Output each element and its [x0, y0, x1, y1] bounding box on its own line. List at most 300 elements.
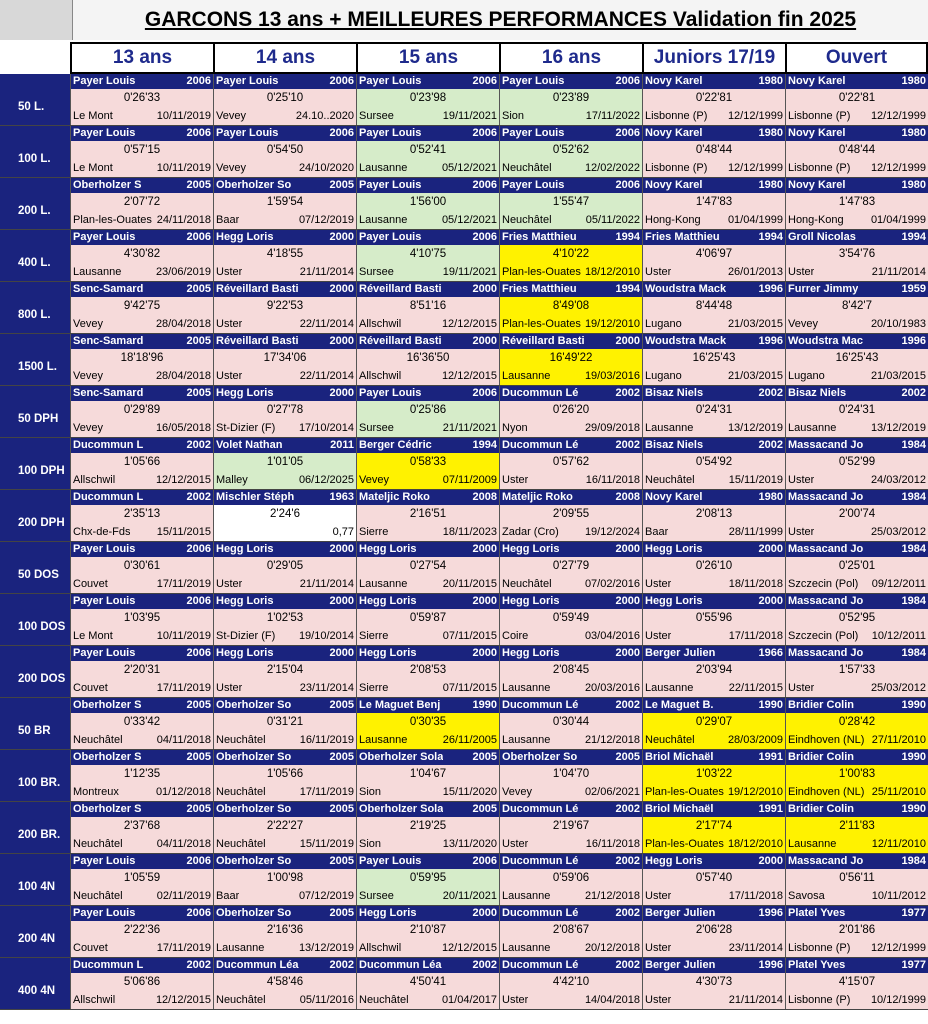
- swimmer-name: Oberholzer So: [216, 855, 292, 867]
- swimmer-name: Massacand Jo: [788, 439, 864, 451]
- record-time: 16'25'43: [643, 349, 785, 367]
- record-date: 04/11/2018: [156, 838, 211, 850]
- record-header: [357, 802, 499, 817]
- record-header: [500, 490, 642, 505]
- swimmer-name: Novy Karel: [645, 127, 703, 139]
- swimmer-name: Ducommun Lé: [502, 387, 579, 399]
- record-cell: [356, 386, 499, 437]
- record-place: Lisbonne (P): [788, 162, 851, 174]
- record-venue: [71, 263, 213, 281]
- record-venue: [214, 315, 356, 333]
- event-row: [0, 646, 928, 698]
- record-place: Hong-Kong: [788, 214, 844, 226]
- swimmer-name: Massacand Jo: [788, 595, 864, 607]
- birth-year: 2005: [329, 751, 354, 763]
- record-venue: [357, 679, 499, 697]
- birth-year: 2005: [329, 179, 354, 191]
- birth-year: 1994: [472, 439, 497, 451]
- record-place: Vevey: [359, 474, 389, 486]
- event-cell: [0, 126, 70, 177]
- record-time: 2'08'45: [500, 661, 642, 679]
- record-date: 21/11/2021: [442, 422, 497, 434]
- record-date: 10/11/2012: [871, 890, 926, 902]
- record-time: 1'03'95: [71, 609, 213, 627]
- swimmer-name: Le Maguet B.: [645, 699, 714, 711]
- record-place: Allschwil: [73, 474, 116, 486]
- record-venue: [357, 939, 499, 957]
- swimmer-name: Berger Julien: [645, 907, 716, 919]
- event-label: 50 DPH: [0, 401, 70, 437]
- record-place: Chx-de-Fds: [73, 526, 131, 538]
- birth-year: 1984: [901, 595, 926, 607]
- swimmer-name: Payer Louis: [216, 127, 279, 139]
- record-venue: [71, 107, 213, 125]
- swimmer-name: Platel Yves: [788, 959, 846, 971]
- birth-year: 1990: [901, 699, 926, 711]
- swimmer-name: Ducommun L: [73, 491, 144, 503]
- record-place: Neuchâtel: [645, 734, 695, 746]
- record-time: 2'08'67: [500, 921, 642, 939]
- swimmer-name: Bridier Colin: [788, 803, 855, 815]
- record-time: 0'59'95: [357, 869, 499, 887]
- swimmer-name: Hegg Loris: [216, 231, 274, 243]
- record-venue: [500, 575, 642, 593]
- record-date: 10/11/2019: [156, 162, 211, 174]
- record-venue: [71, 783, 213, 801]
- swimmer-name: Novy Karel: [645, 75, 703, 87]
- swimmer-name: Novy Karel: [788, 179, 846, 191]
- record-cell: [356, 958, 499, 1009]
- birth-year: 2005: [186, 699, 211, 711]
- birth-year: 1984: [901, 439, 926, 451]
- record-place: Sierre: [359, 630, 389, 642]
- record-time: 4'58'46: [214, 973, 356, 991]
- record-place: Sierre: [359, 526, 389, 538]
- swimmer-name: Réveillard Basti: [502, 335, 585, 347]
- record-header: [500, 802, 642, 817]
- record-cell: [213, 282, 356, 333]
- record-time: 0'57'62: [500, 453, 642, 471]
- record-header: [786, 750, 928, 765]
- record-cell: [785, 854, 928, 905]
- category-header: 13 ans: [70, 42, 213, 74]
- record-venue: [786, 575, 928, 593]
- record-header: [214, 646, 356, 661]
- record-venue: [786, 471, 928, 489]
- record-date: 05/12/2021: [441, 162, 497, 174]
- record-date: 16/05/2018: [155, 422, 211, 434]
- event-label: 200 DOS: [0, 661, 70, 697]
- birth-year: 1996: [758, 283, 783, 295]
- birth-year: 1990: [472, 699, 497, 711]
- birth-year: 2000: [472, 283, 497, 295]
- birth-year: 1994: [615, 231, 640, 243]
- record-cell: [356, 438, 499, 489]
- record-date: 13/12/2019: [298, 942, 354, 954]
- event-row: [0, 958, 928, 1010]
- record-place: Plan-les-Ouates: [645, 786, 724, 798]
- record-cell: [499, 802, 642, 853]
- swimmer-name: Payer Louis: [359, 127, 422, 139]
- record-place: Lausanne: [359, 734, 408, 746]
- record-cell: [785, 750, 928, 801]
- record-header: [643, 802, 785, 817]
- swimmer-name: Massacand Jo: [788, 647, 864, 659]
- record-cell: [356, 490, 499, 541]
- swimmer-name: Réveillard Basti: [216, 335, 299, 347]
- event-label: 200 L.: [0, 193, 70, 229]
- record-time: 0'26'10: [643, 557, 785, 575]
- record-cell: [785, 542, 928, 593]
- event-cell: [0, 282, 70, 333]
- record-date: 28/03/2009: [727, 734, 783, 746]
- record-cell: [70, 906, 213, 957]
- record-date: 01/04/1999: [727, 214, 783, 226]
- record-date: 21/03/2015: [870, 370, 926, 382]
- birth-year: 2002: [615, 439, 640, 451]
- record-venue: [786, 159, 928, 177]
- event-label: 200 4N: [0, 921, 70, 957]
- birth-year: 2002: [186, 439, 211, 451]
- record-venue: [71, 419, 213, 437]
- record-time: 2'16'36: [214, 921, 356, 939]
- record-header: [786, 542, 928, 557]
- birth-year: 2002: [329, 959, 354, 971]
- record-venue: [786, 887, 928, 905]
- record-cell: [70, 490, 213, 541]
- record-header: [214, 542, 356, 557]
- event-cell: [0, 958, 70, 1009]
- record-date: 06/12/2025: [298, 474, 354, 486]
- record-header: [500, 126, 642, 141]
- record-venue: [357, 575, 499, 593]
- category-header: Juniors 17/19: [642, 42, 785, 74]
- record-time: 0'29'07: [643, 713, 785, 731]
- record-time: 1'05'66: [214, 765, 356, 783]
- record-header: [643, 178, 785, 193]
- birth-year: 2005: [186, 751, 211, 763]
- swimmer-name: Berger Cédric: [359, 439, 432, 451]
- record-time: 1'57'33: [786, 661, 928, 679]
- record-header: [357, 490, 499, 505]
- birth-year: 2000: [329, 647, 354, 659]
- record-venue: [71, 835, 213, 853]
- event-cell: [0, 802, 70, 853]
- record-cell: [785, 386, 928, 437]
- record-time: 4'15'07: [786, 973, 928, 991]
- record-venue: [71, 367, 213, 385]
- birth-year: 2006: [472, 855, 497, 867]
- event-row: [0, 438, 928, 490]
- record-cell: [785, 646, 928, 697]
- record-cell: [499, 542, 642, 593]
- birth-year: 2000: [472, 543, 497, 555]
- record-cell: [356, 230, 499, 281]
- record-date: 12/02/2022: [584, 162, 640, 174]
- record-date: 17/11/2019: [156, 682, 211, 694]
- record-venue: [643, 887, 785, 905]
- record-cell: [213, 854, 356, 905]
- record-venue: [357, 315, 499, 333]
- record-time: 0'27'79: [500, 557, 642, 575]
- record-time: 2'19'67: [500, 817, 642, 835]
- event-label: 100 DPH: [0, 453, 70, 489]
- record-header: [214, 594, 356, 609]
- event-row: [0, 490, 928, 542]
- record-time: 2'17'74: [643, 817, 785, 835]
- record-venue: [71, 627, 213, 645]
- record-cell: [642, 750, 785, 801]
- birth-year: 2006: [472, 231, 497, 243]
- event-cell-band: [0, 542, 70, 557]
- record-place: Malley: [216, 474, 248, 486]
- record-time: 0'25'86: [357, 401, 499, 419]
- record-cell: [213, 178, 356, 229]
- record-place: Uster: [788, 682, 815, 694]
- event-cell-band: [0, 74, 70, 89]
- record-date: 19/11/2021: [442, 266, 497, 278]
- event-cell: [0, 906, 70, 957]
- swimmer-name: Novy Karel: [645, 491, 703, 503]
- swimmer-name: Platel Yves: [788, 907, 846, 919]
- record-time: 0'29'05: [214, 557, 356, 575]
- swimmer-name: Mateljic Roko: [502, 491, 573, 503]
- birth-year: 2005: [186, 283, 211, 295]
- record-date: 24/10/2020: [298, 162, 354, 174]
- swimmer-name: Payer Louis: [73, 127, 136, 139]
- swimmer-name: Bisaz Niels: [788, 387, 847, 399]
- record-date: 07/11/2015: [442, 630, 497, 642]
- birth-year: 1980: [901, 127, 926, 139]
- birth-year: 2006: [329, 127, 354, 139]
- record-date: 05/11/2022: [585, 214, 640, 226]
- record-date: 09/12/2011: [871, 578, 926, 590]
- record-date: 12/12/2015: [441, 318, 497, 330]
- record-venue: [71, 991, 213, 1009]
- record-time: 2'22'36: [71, 921, 213, 939]
- birth-year: 1991: [758, 751, 783, 763]
- record-place: Le Mont: [73, 110, 113, 122]
- record-header: [500, 958, 642, 973]
- record-venue: [500, 887, 642, 905]
- record-cell: [213, 906, 356, 957]
- swimmer-name: Bridier Colin: [788, 751, 855, 763]
- record-place: Neuchâtel: [216, 734, 266, 746]
- record-cell: [70, 178, 213, 229]
- record-time: 0'23'89: [500, 89, 642, 107]
- swimmer-name: Novy Karel: [788, 75, 846, 87]
- record-time: 2'19'25: [357, 817, 499, 835]
- record-date: 10/12/1999: [870, 994, 926, 1006]
- birth-year: 2005: [186, 387, 211, 399]
- record-cell: [499, 438, 642, 489]
- birth-year: 2000: [615, 647, 640, 659]
- record-cell: [785, 74, 928, 125]
- record-date: 21/11/2014: [871, 266, 926, 278]
- record-date: 12/12/1999: [727, 162, 783, 174]
- record-cell: [785, 334, 928, 385]
- event-row: [0, 594, 928, 646]
- birth-year: 2006: [472, 127, 497, 139]
- record-time: 0'24'31: [786, 401, 928, 419]
- record-place: Vevey: [502, 786, 532, 798]
- record-time: 16'25'43: [786, 349, 928, 367]
- record-time: 4'10'22: [500, 245, 642, 263]
- event-label: 400 4N: [0, 973, 70, 1009]
- record-header: [71, 802, 213, 817]
- swimmer-name: Hegg Loris: [216, 387, 274, 399]
- record-place: Vevey: [73, 370, 103, 382]
- record-date: 02/06/2021: [584, 786, 640, 798]
- record-place: Le Mont: [73, 630, 113, 642]
- record-cell: [213, 438, 356, 489]
- record-header: [357, 958, 499, 973]
- birth-year: 1980: [901, 179, 926, 191]
- birth-year: 2002: [615, 907, 640, 919]
- record-time: 0'54'92: [643, 453, 785, 471]
- record-time: 2'07'72: [71, 193, 213, 211]
- birth-year: 2002: [901, 387, 926, 399]
- record-place: Uster: [645, 942, 672, 954]
- record-cell: [785, 698, 928, 749]
- swimmer-name: Hegg Loris: [359, 647, 417, 659]
- swimmer-name: Bridier Colin: [788, 699, 855, 711]
- record-cell: [70, 230, 213, 281]
- record-date: 19/12/2024: [584, 526, 640, 538]
- record-place: Sursee: [359, 422, 394, 434]
- record-header: [500, 646, 642, 661]
- record-cell: [213, 126, 356, 177]
- record-place: Lausanne: [73, 266, 122, 278]
- record-header: [500, 74, 642, 89]
- birth-year: 1996: [901, 335, 926, 347]
- record-header: [71, 594, 213, 609]
- birth-year: 2000: [472, 907, 497, 919]
- record-place: Neuchâtel: [216, 994, 266, 1006]
- record-cell: [785, 802, 928, 853]
- record-time: 0'28'42: [786, 713, 928, 731]
- record-cell: [642, 282, 785, 333]
- birth-year: 2000: [472, 647, 497, 659]
- record-date: 20/11/2021: [442, 890, 497, 902]
- record-place: Uster: [502, 994, 529, 1006]
- record-date: 26/11/2005: [442, 734, 497, 746]
- record-time: 0'59'49: [500, 609, 642, 627]
- birth-year: 2006: [186, 543, 211, 555]
- record-place: Lisbonne (P): [788, 994, 851, 1006]
- record-cell: [642, 594, 785, 645]
- record-time: 2'08'53: [357, 661, 499, 679]
- event-row: [0, 230, 928, 282]
- record-cell: [642, 490, 785, 541]
- swimmer-name: Novy Karel: [788, 127, 846, 139]
- record-place: Neuchâtel: [502, 214, 552, 226]
- swimmer-name: Hegg Loris: [502, 543, 560, 555]
- birth-year: 1990: [901, 751, 926, 763]
- record-cell: [356, 282, 499, 333]
- record-venue: [786, 367, 928, 385]
- record-header: [357, 698, 499, 713]
- record-venue: [357, 783, 499, 801]
- birth-year: 2005: [329, 803, 354, 815]
- record-time: 0'30'35: [357, 713, 499, 731]
- record-date: 19/12/2010: [727, 786, 783, 798]
- record-time: 1'47'83: [786, 193, 928, 211]
- record-date: 07/11/2009: [442, 474, 497, 486]
- record-cell: [499, 594, 642, 645]
- record-venue: [357, 887, 499, 905]
- record-venue: [500, 107, 642, 125]
- record-time: 2'20'31: [71, 661, 213, 679]
- record-time: 0'27'78: [214, 401, 356, 419]
- swimmer-name: Massacand Jo: [788, 855, 864, 867]
- record-venue: [71, 211, 213, 229]
- record-header: [214, 854, 356, 869]
- swimmer-name: Payer Louis: [73, 595, 136, 607]
- record-date: 17/11/2022: [585, 110, 640, 122]
- record-cell: [213, 334, 356, 385]
- birth-year: 2006: [186, 647, 211, 659]
- record-date: 04/11/2018: [156, 734, 211, 746]
- record-date: 16/11/2019: [299, 734, 354, 746]
- swimmer-name: Oberholzer S: [73, 179, 142, 191]
- record-place: Uster: [502, 474, 529, 486]
- record-place: Sursee: [359, 266, 394, 278]
- record-header: [500, 178, 642, 193]
- record-cell: [213, 386, 356, 437]
- record-header: [500, 698, 642, 713]
- record-header: [357, 282, 499, 297]
- record-date: 19/11/2021: [442, 110, 497, 122]
- birth-year: 1996: [758, 959, 783, 971]
- record-venue: [500, 263, 642, 281]
- birth-year: 2006: [186, 855, 211, 867]
- swimmer-name: Ducommun Lé: [502, 699, 579, 711]
- record-time: 2'16'51: [357, 505, 499, 523]
- birth-year: 1977: [901, 959, 926, 971]
- birth-year: 2002: [186, 491, 211, 503]
- record-venue: [500, 315, 642, 333]
- record-time: 1'03'22: [643, 765, 785, 783]
- swimmer-name: Oberholzer So: [216, 751, 292, 763]
- record-date: 17/11/2018: [728, 630, 783, 642]
- record-place: Vevey: [73, 422, 103, 434]
- record-venue: [214, 107, 356, 125]
- birth-year: 2000: [329, 335, 354, 347]
- record-header: [643, 646, 785, 661]
- record-date: 12/12/2015: [441, 942, 497, 954]
- record-header: [786, 906, 928, 921]
- swimmer-name: Hegg Loris: [216, 595, 274, 607]
- birth-year: 2002: [758, 387, 783, 399]
- record-header: [71, 542, 213, 557]
- birth-year: 2002: [615, 387, 640, 399]
- record-cell: [785, 178, 928, 229]
- event-row: [0, 282, 928, 334]
- birth-year: 2006: [186, 595, 211, 607]
- record-cell: [642, 698, 785, 749]
- swimmer-name: Senc-Samard: [73, 387, 144, 399]
- record-venue: [71, 679, 213, 697]
- record-place: Baar: [645, 526, 669, 538]
- swimmer-name: Payer Louis: [73, 907, 136, 919]
- record-date: 15/11/2015: [156, 526, 211, 538]
- event-row: [0, 178, 928, 230]
- record-place: Lausanne: [788, 422, 837, 434]
- record-time: 8'49'08: [500, 297, 642, 315]
- record-venue: [643, 731, 785, 749]
- swimmer-name: Woudstra Mack: [645, 335, 727, 347]
